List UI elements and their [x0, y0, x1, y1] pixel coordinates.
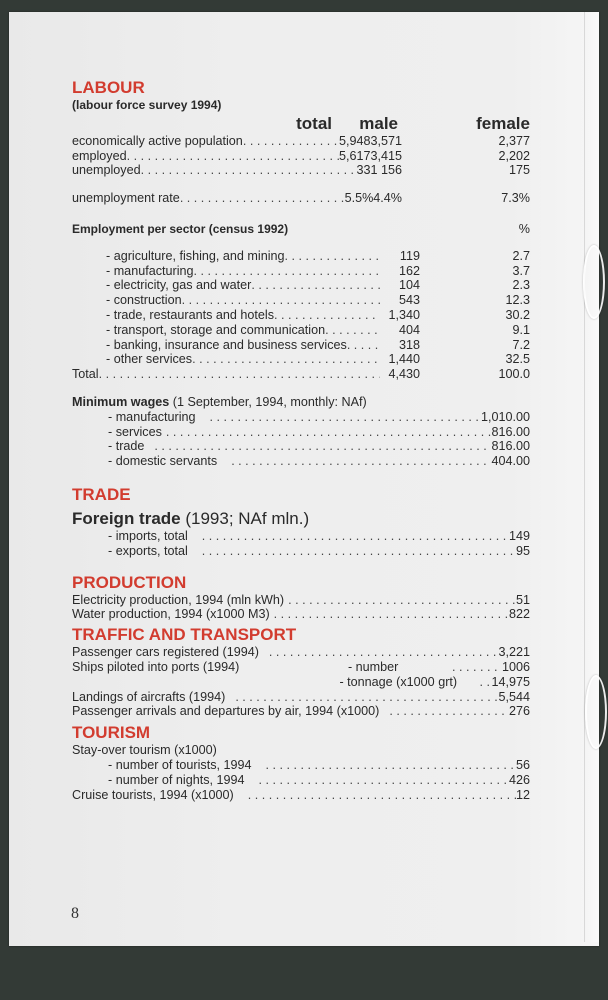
labour-row: unemployed . . . 331 156 175	[72, 163, 530, 178]
sector-row: - transport, storage and communication . . . 404 9.1	[72, 323, 530, 338]
labour-row: economically active population . . . 5,948 3,571 2,377	[72, 134, 530, 149]
sector-row: - trade, restaurants and hotels . . . 1,340 30.2	[72, 308, 530, 323]
foreign-trade-title: Foreign trade (1993; NAf mln.)	[72, 508, 310, 528]
page-number: 8	[71, 905, 79, 922]
next-page-edge	[584, 12, 599, 942]
air-passengers-row: Passenger arrivals and departures by air, 1994 (x1000) . . . 276	[72, 704, 530, 719]
wage-row: - domestic servants . . . 404.00	[72, 454, 530, 469]
labour-row: employed . . . 5,617 3,415 2,202	[72, 149, 530, 164]
ships-tonnage-row: - tonnage (x1000 grt) . . . 14,975	[72, 675, 530, 690]
trade-row: - exports, total . . . 95	[72, 544, 530, 559]
sector-header: Employment per sector (census 1992) %	[72, 221, 530, 236]
sector-table	[72, 249, 530, 382]
trade-row: - imports, total . . . 149	[72, 529, 530, 544]
sector-row: - construction . . . 543 12.3	[72, 293, 530, 308]
ships-number-row: Ships piloted into ports (1994) - number . . . 1006	[72, 660, 530, 675]
stayover-title: Stay-over tourism (x1000)	[72, 743, 217, 758]
sector-row: - agriculture, fishing, and mining . . . 119 2.7	[72, 249, 530, 264]
col-total: total	[296, 113, 332, 133]
page-content	[72, 78, 530, 802]
section-title-tourism: TOURISM	[72, 723, 151, 743]
section-title-labour: LABOUR	[72, 78, 145, 97]
section-title-trade: TRADE	[72, 484, 131, 504]
labour-column-headers	[72, 114, 530, 134]
cruise-row: Cruise tourists, 1994 (x1000) . . . 12	[72, 788, 530, 803]
sector-row: - other services . . . 1,440 32.5	[72, 352, 530, 367]
wage-row: - trade . . . 816.00	[72, 439, 530, 454]
wage-row: - manufacturing . . . 1,010.00	[72, 410, 530, 425]
minimum-wages-title: Minimum wages (1 September, 1994, monthly: NAf)	[72, 394, 367, 409]
sector-row: - manufacturing . . . 162 3.7	[72, 264, 530, 279]
wage-row: - services . . . 816.00	[72, 425, 530, 440]
labour-subtitle: (labour force survey 1994)	[72, 98, 222, 112]
unemployment-rate-row: unemployment rate . . . 5.5% 4.4% 7.3%	[72, 191, 530, 206]
sector-row: - banking, insurance and business services . . . 318 7.2	[72, 338, 530, 353]
landings-row: Landings of aircrafts (1994) . . . 5,544	[72, 690, 530, 705]
col-female: female	[476, 113, 530, 133]
cars-row: Passenger cars registered (1994) . . . 3,221	[72, 645, 530, 660]
tourism-row: - number of nights, 1994 . . . 426	[72, 773, 530, 788]
production-row: Electricity production, 1994 (mln kWh) . . . 51	[72, 593, 530, 608]
sector-total-row: Total . . . 4,430 100.0	[72, 367, 530, 382]
production-row: Water production, 1994 (x1000 M3) . . . 822	[72, 607, 530, 622]
minimum-wages	[72, 395, 530, 469]
section-title-traffic: TRAFFIC AND TRANSPORT	[72, 625, 297, 645]
binding-ring-top	[583, 245, 605, 319]
section-title-production: PRODUCTION	[72, 572, 187, 592]
binding-ring-bottom	[585, 675, 607, 749]
tourism-row: - number of tourists, 1994 . . . 56	[72, 758, 530, 773]
col-male: male	[359, 113, 398, 133]
sector-row: - electricity, gas and water . . . 104 2.3	[72, 278, 530, 293]
